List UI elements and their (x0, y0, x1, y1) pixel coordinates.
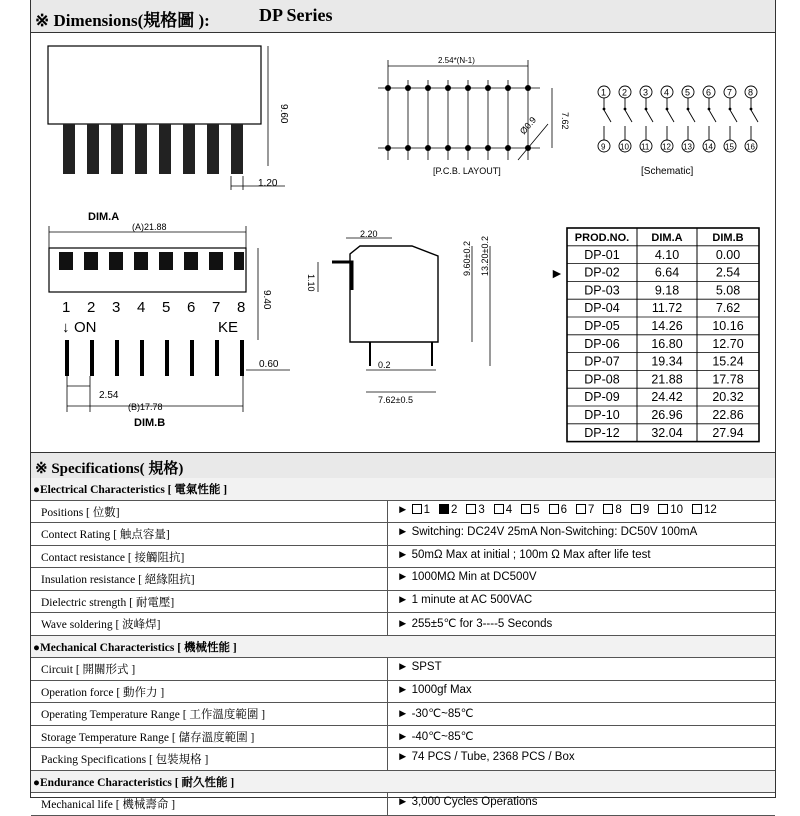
schematic-top-number: 5 (685, 87, 691, 98)
schematic-top-number: 4 (664, 87, 670, 98)
schematic-top-number: 1 (601, 87, 607, 98)
dim-b-value: (B)17.78 (128, 402, 163, 412)
table-cell: 10.16 (712, 319, 744, 333)
position-option: 9 (631, 504, 649, 516)
end-height2-label: 13.20±0.2 (480, 236, 490, 276)
checkbox-icon (466, 504, 476, 514)
schematic-label: [Schematic] (641, 166, 694, 177)
front-position-number: 2 (87, 299, 96, 316)
table-cell: 16.80 (651, 336, 683, 351)
mechanical-title: ●Mechanical Characteristics [ 機械性能 ] (33, 641, 237, 654)
table-cell: 15.24 (712, 354, 744, 369)
spec-label: Packing Specifications [ 包裝規格 ] (41, 754, 209, 766)
schematic-top-number: 2 (622, 87, 628, 98)
checkbox-icon (412, 504, 422, 514)
electrical-title: ●Electrical Characteristics [ 電氣性能 ] (33, 484, 228, 496)
table-cell: 26.96 (651, 408, 683, 422)
table-cell: DP-09 (584, 390, 620, 405)
pcb-holes (385, 85, 531, 151)
table-cell: 20.32 (712, 390, 744, 405)
schematic-top-number: 6 (706, 87, 712, 98)
schematic-switch (619, 86, 632, 152)
spec-row-operation-force (31, 681, 775, 704)
front-position-number: 3 (112, 299, 121, 316)
checkbox-icon (521, 504, 531, 514)
front-position-number: 8 (237, 299, 246, 316)
spec-value: ► -30℃~85℃ (397, 708, 474, 720)
table-cell: 2.54 (715, 265, 741, 280)
endurance-title: ●Endurance Characteristics [ 耐久性能 ] (33, 776, 235, 789)
front-pin-label: 0.60 (259, 359, 279, 370)
checkbox-icon (603, 504, 613, 514)
spec-label: Wave soldering [ 波峰焊] (41, 619, 161, 631)
schematic-bottom-number: 14 (704, 142, 713, 152)
schematic-drawing (598, 86, 758, 152)
spec-label: Mechanical life [ 機械壽命 ] (41, 799, 176, 811)
position-option: 5 (521, 504, 539, 516)
table-cell: 24.42 (651, 390, 683, 405)
dim-b-title: DIM.B (134, 417, 166, 429)
table-cell: 21.88 (651, 372, 683, 387)
checkbox-icon (576, 504, 586, 514)
schematic-top-number: 3 (643, 87, 649, 98)
spec-row-circuit (31, 658, 775, 681)
end-left-label: 1.10 (306, 274, 316, 292)
checkbox-icon (494, 504, 504, 514)
position-option: 10 (658, 504, 683, 516)
front-position-number: 1 (62, 299, 71, 316)
spec-label: Circuit [ 開關形式 ] (41, 664, 136, 676)
table-cell: 11.72 (651, 301, 683, 316)
spec-value: ► -40℃~85℃ (397, 730, 474, 743)
front-position-numbers (62, 299, 245, 316)
checkbox-icon (549, 504, 559, 514)
endurance-header (31, 771, 775, 794)
pcb-layout-label: [P.C.B. LAYOUT] (433, 166, 501, 176)
table-cell: 4.10 (654, 247, 680, 262)
spec-value: ► 1 minute at AC 500VAC (397, 593, 533, 606)
position-option: 7 (576, 504, 594, 516)
table-header-cell: DIM.A (651, 232, 683, 244)
table-header-cell: DIM.B (712, 232, 744, 244)
spec-row-contact-rating (31, 523, 775, 546)
dimensions-title: ※ Dimensions(規格圖 ): (35, 11, 210, 30)
schematic-bottom-number: 10 (620, 142, 629, 152)
spec-label: Positions [ 位數] (41, 506, 120, 519)
specifications-title: ※ Specifications( 規格) (35, 461, 184, 477)
spec-row-dielectric (31, 591, 775, 614)
pcb-layout-drawing (378, 60, 552, 160)
position-option: 4 (494, 504, 512, 516)
end-pin-label: 0.2 (378, 360, 391, 370)
spec-row-contact-resistance (31, 546, 775, 569)
front-position-number: 6 (187, 299, 196, 316)
table-cell: DP-02 (584, 265, 620, 280)
front-pins (65, 340, 244, 376)
schematic-switch (745, 86, 758, 152)
table-header-cell: PROD.NO. (574, 232, 630, 244)
schematic-switch (661, 86, 674, 152)
spec-row-storage-temperature (31, 726, 775, 749)
table-cell: DP-03 (584, 283, 620, 298)
front-position-number: 5 (162, 299, 171, 316)
schematic-bottom-number: 15 (725, 142, 734, 152)
front-on-arrow: ↓ (62, 319, 70, 336)
spec-row-operating-temperature (31, 703, 775, 726)
end-top-label: 2.20 (360, 229, 378, 239)
table-cell: 7.62 (715, 301, 741, 316)
product-table (567, 228, 759, 442)
table-cell: DP-05 (584, 319, 620, 333)
table-cell: 14.26 (651, 319, 683, 333)
series-title: DP Series (259, 5, 333, 25)
table-cell: DP-04 (584, 301, 620, 316)
checked-box-icon (439, 504, 449, 514)
schematic-bottom-number: 16 (746, 142, 755, 152)
checkbox-icon (631, 504, 641, 514)
position-option: 3 (466, 504, 484, 516)
pcb-hole-label: Ø0.9 (517, 114, 539, 137)
table-cell: 27.94 (712, 425, 744, 440)
schematic-top-number: 8 (748, 87, 754, 98)
front-on-label: ON (74, 319, 97, 336)
spec-label: Contect Rating [ 触点容量] (41, 529, 170, 541)
spec-value: ► Switching: DC24V 25mA Non-Switching: DC50V 100mA (397, 526, 698, 538)
position-option: 1 (412, 504, 430, 516)
front-position-number: 7 (212, 299, 221, 316)
table-cell: DP-01 (584, 247, 620, 262)
mechanical-header (31, 636, 775, 659)
dim-a-title: DIM.A (88, 211, 120, 223)
schematic-bottom-number: 11 (641, 142, 650, 152)
checkbox-icon (658, 504, 668, 514)
front-pitch-label: 2.54 (99, 390, 119, 401)
schematic-bottom-number: 12 (662, 142, 671, 152)
spec-label: Dielectric strength [ 耐電壓] (41, 596, 175, 609)
checkbox-icon (692, 504, 702, 514)
table-cell: DP-08 (584, 372, 620, 387)
spec-row-mechanical-life (31, 793, 775, 816)
end-height1-label: 9.60±0.2 (462, 241, 472, 276)
table-cell: 0.00 (715, 247, 741, 262)
table-cell: 5.08 (715, 283, 741, 298)
spec-row-wave-soldering (31, 613, 775, 636)
schematic-switch (703, 86, 716, 152)
table-cell: 9.18 (654, 283, 680, 298)
spec-label: Insulation resistance [ 絕緣阻抗] (41, 574, 195, 586)
position-option: 8 (603, 504, 621, 516)
front-ke-label: KE (218, 319, 239, 336)
spec-row-insulation (31, 568, 775, 591)
table-cell: DP-07 (584, 354, 620, 369)
table-pointer-icon: ► (550, 265, 564, 281)
schematic-switch (598, 86, 611, 152)
position-option: 6 (549, 504, 567, 516)
table-cell: 17.78 (712, 372, 744, 387)
spec-row-packing (31, 748, 775, 771)
table-cell: DP-12 (584, 425, 620, 440)
spec-value: ► 3,000 Cycles Operations (397, 796, 538, 808)
spec-label: Operation force [ 動作力 ] (41, 686, 165, 699)
schematic-switch (640, 86, 653, 152)
schematic-bottom-number: 9 (601, 142, 606, 152)
table-cell: 22.86 (712, 408, 744, 422)
spec-value: ► 255±5℃ for 3----5 Seconds (397, 618, 553, 630)
table-cell: 12.70 (712, 336, 744, 351)
table-cell: DP-10 (584, 408, 620, 422)
side-view-drawing (48, 46, 285, 190)
front-position-number: 4 (137, 299, 146, 316)
position-option: 2 (439, 504, 457, 516)
pcb-row-label: 7.62 (560, 112, 570, 130)
front-height-label: 9.40 (261, 290, 272, 310)
schematic-switch (724, 86, 737, 152)
side-height-label: 9.60 (278, 104, 289, 124)
pcb-pitch-label: 2.54*(N-1) (438, 56, 475, 65)
spec-label: Operating Temperature Range [ 工作溫度範圍 ] (41, 709, 266, 721)
spec-value: ► SPST (397, 661, 442, 673)
specifications-header (31, 452, 775, 480)
spec-value: ► 1000MΩ Min at DC500V (397, 571, 537, 583)
end-row-label: 7.62±0.5 (378, 395, 413, 405)
spec-value: ► 1000gf Max (397, 683, 472, 696)
table-cell: 32.04 (651, 425, 683, 440)
specifications-table (31, 478, 775, 816)
schematic-switch (682, 86, 695, 152)
positions-options: ► 1 2 3 4 5 6 7 8 9 10 12 (397, 503, 717, 516)
position-option: 12 (692, 504, 717, 516)
spec-label: Contact resistance [ 接觸阻抗] (41, 551, 185, 564)
front-switch-actuators (59, 252, 244, 270)
dim-a-value: (A)21.88 (132, 222, 167, 232)
spec-row-positions (31, 501, 775, 524)
spec-value: ► 50mΩ Max at initial ; 100m Ω Max after life test (397, 548, 651, 561)
table-cell: DP-06 (584, 336, 620, 351)
schematic-bottom-number: 13 (683, 142, 692, 152)
table-cell: 19.34 (651, 354, 683, 369)
side-pin-label: 1.20 (258, 178, 278, 189)
table-cell: 6.64 (654, 265, 680, 280)
side-view-pins (63, 124, 243, 174)
electrical-header (31, 478, 775, 501)
spec-label: Storage Temperature Range [ 儲存溫度範圍 ] (41, 731, 255, 744)
schematic-top-number: 7 (727, 87, 733, 98)
spec-value: ► 74 PCS / Tube, 2368 PCS / Box (397, 751, 575, 763)
